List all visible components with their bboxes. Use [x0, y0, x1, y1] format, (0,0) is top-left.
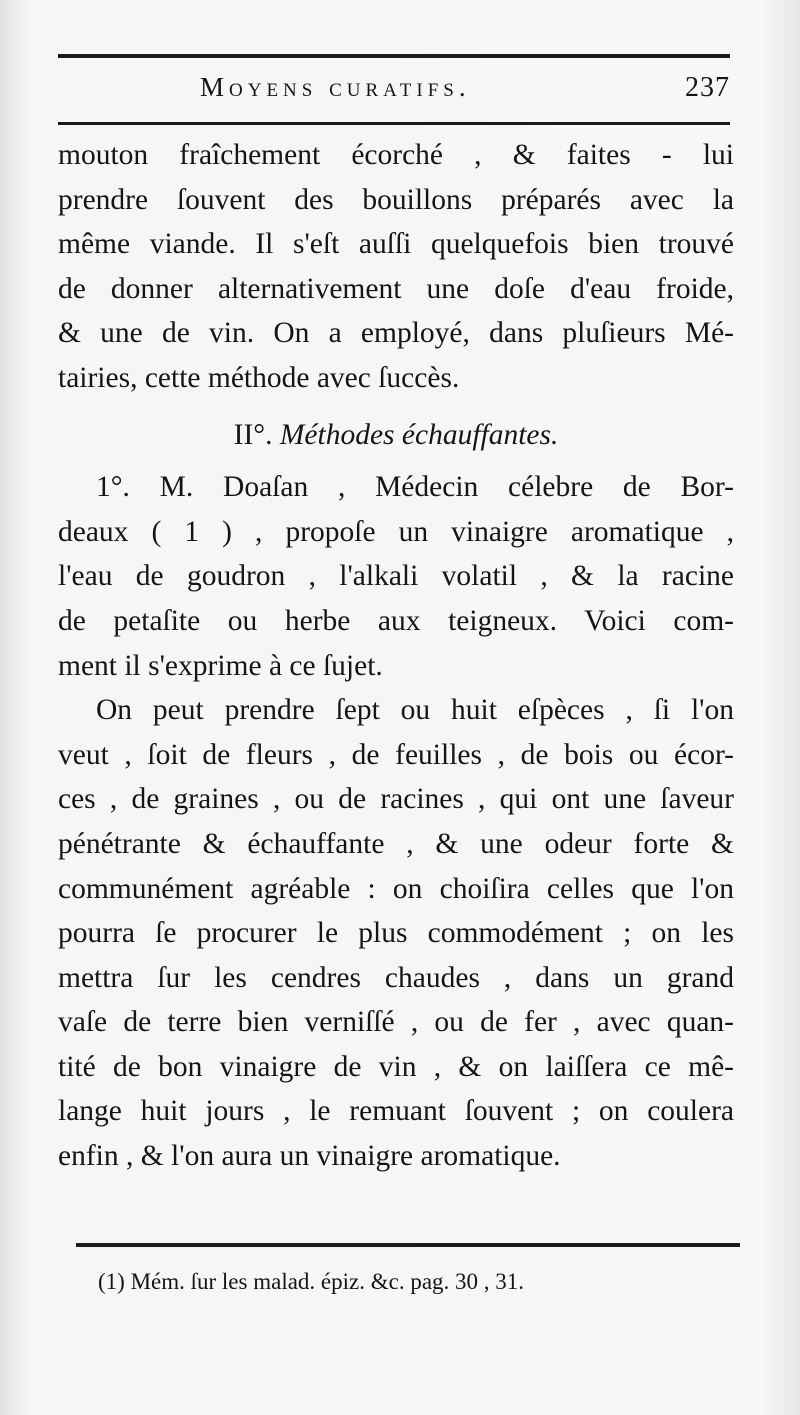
section-title: Méthodes échauffantes. — [279, 418, 559, 451]
text-line: tairies, cette méthode avec ſuccès. — [58, 361, 460, 394]
section-heading — [58, 401, 734, 458]
text-line: de petaſite ou herbe aux teigneux. Voici com- — [58, 604, 734, 637]
text-line: ment il s'exprime à ce ſujet. — [58, 649, 383, 682]
page-number: 237 — [685, 72, 730, 103]
text-line: tité de bon vinaigre de vin , & on laiſſera ce mê- — [58, 1050, 734, 1083]
text-line: pénétrante & échauffante , & une odeur forte & — [58, 827, 734, 860]
footnote: (1) Mém. ſur les malad. épiz. &c. pag. 30 , 31. — [98, 1269, 525, 1294]
text-line: même viande. Il s'eſt auſſi quelquefois bien trouvé — [58, 228, 734, 261]
body-text — [58, 133, 734, 1179]
text-line: mettra ſur les cendres chaudes , dans un grand — [58, 961, 734, 994]
text-line: pourra ſe procurer le plus commodément ; on les — [58, 917, 734, 950]
text-line: de donner alternativement une doſe d'eau froide, — [58, 272, 734, 305]
text-line: mouton fraîchement écorché , & faites - lui — [58, 139, 734, 171]
running-title: Moyens curatifs. — [200, 72, 471, 102]
running-header — [58, 72, 730, 112]
text-line: 1°. M. Doaſan , Médecin célebre de Bor- — [96, 471, 734, 504]
text-line: lange huit jours , le remuant ſouvent ; on coulera — [58, 1095, 734, 1128]
text-line: & une de vin. On a employé, dans pluſieurs Mé- — [58, 317, 734, 350]
text-line: vaſe de terre bien verniſſé , ou de fer , avec quan- — [58, 1006, 734, 1039]
text-line: deaux ( 1 ) , propoſe un vinaigre aromatique , — [58, 515, 734, 548]
text-line: On peut prendre ſept ou huit eſpèces , ſi l'on — [96, 694, 734, 727]
header-rule-bottom — [58, 122, 730, 125]
text-line: communément agréable : on choiſira celles que l'on — [58, 872, 734, 905]
text-line: prendre ſouvent des bouillons préparés avec la — [58, 183, 734, 216]
section-number: II°. — [233, 418, 273, 451]
text-line: enfin , & l'on aura un vinaigre aromatique. — [58, 1140, 561, 1173]
header-rule-top — [58, 54, 730, 58]
text-line: l'eau de goudron , l'alkali volatil , & la racine — [58, 560, 734, 593]
text-line: ces , de graines , ou de racines , qui ont une ſaveur — [58, 783, 734, 816]
footnote-rule — [76, 1243, 740, 1247]
text-line: veut , ſoit de fleurs , de feuilles , de bois ou écor- — [58, 738, 734, 771]
